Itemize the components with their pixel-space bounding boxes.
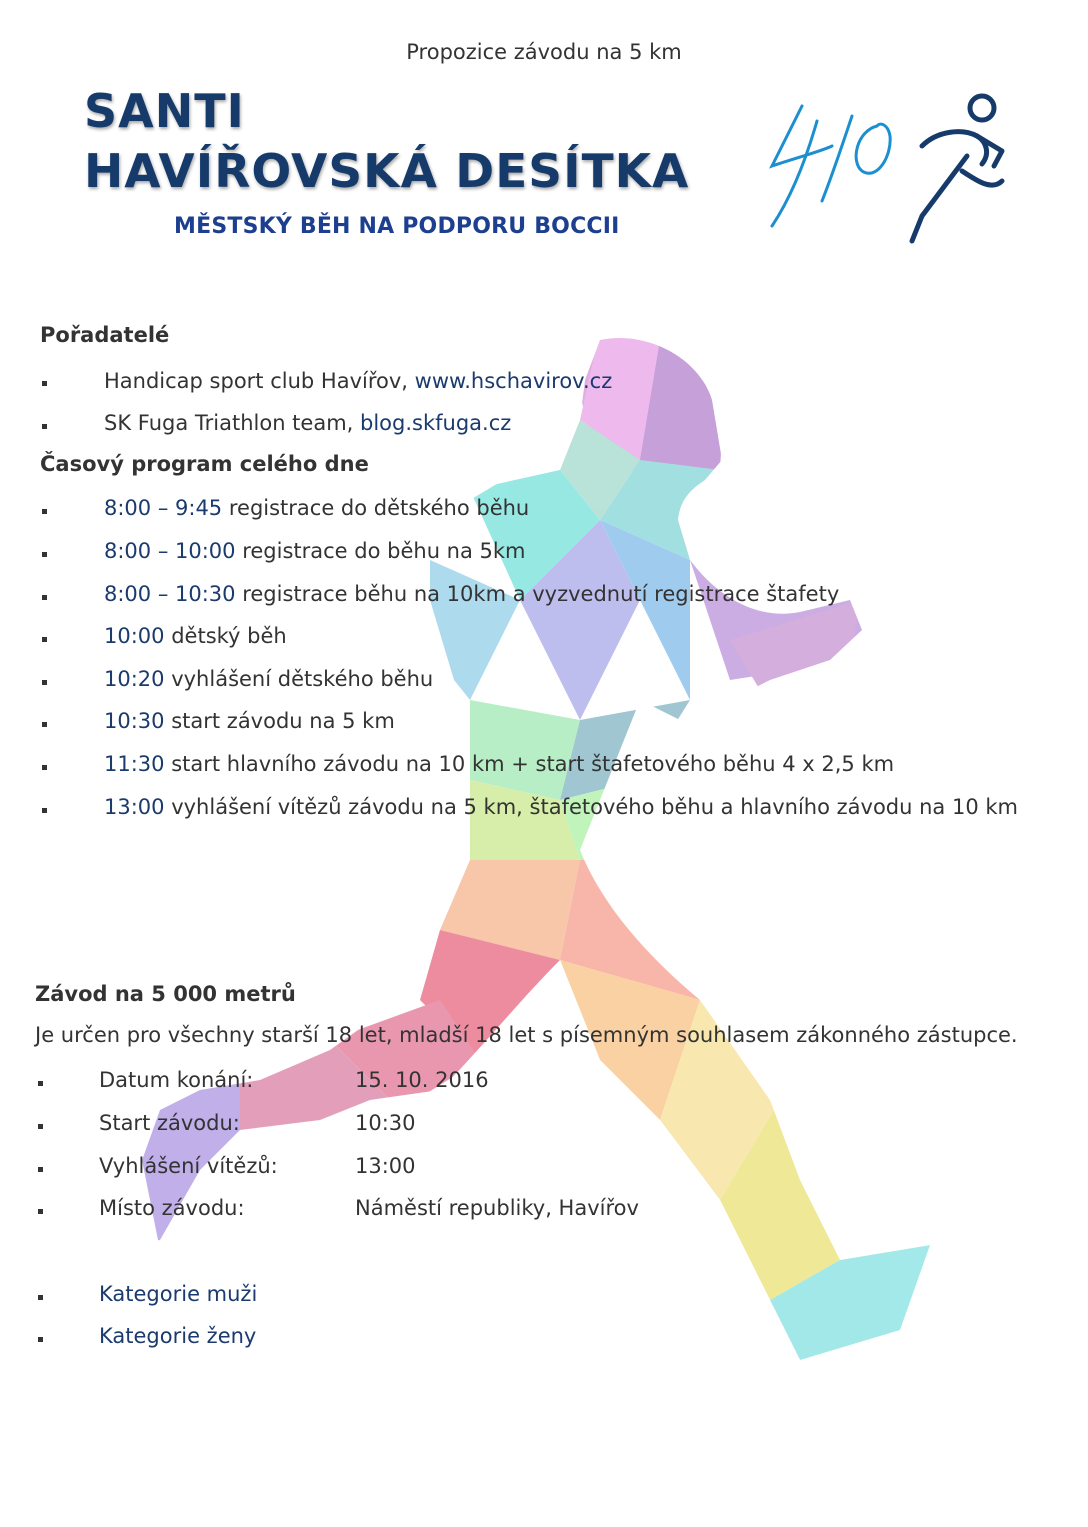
program-time: 8:00 – 10:30	[104, 582, 236, 606]
bullet-icon	[42, 722, 47, 727]
logo-line-santi: SANTI	[84, 84, 245, 138]
bullet-icon	[42, 381, 47, 386]
race-detail	[99, 1108, 799, 1138]
race-detail-value: 10:30	[355, 1111, 416, 1135]
program-item: 8:00 – 10:00 registrace do běhu na 5km	[104, 539, 526, 563]
organizer-link[interactable]: blog.skfuga.cz	[360, 411, 512, 435]
bullet-icon	[38, 1124, 43, 1129]
program-time: 10:00	[104, 624, 165, 648]
program-time: 8:00 – 9:45	[104, 496, 223, 520]
program-item: 11:30 start hlavního závodu na 10 km + start štafetového běhu 4 x 2,5 km	[104, 752, 895, 776]
race-detail-label: Start závodu:	[99, 1111, 240, 1135]
race-heading: Závod na 5 000 metrů	[35, 982, 296, 1006]
program-item: 10:20 vyhlášení dětského běhu	[104, 667, 434, 691]
organizer-item: SK Fuga Triathlon team, blog.skfuga.cz	[104, 411, 512, 435]
bullet-icon	[42, 680, 47, 685]
bullet-icon	[42, 509, 47, 514]
race-detail-label: Datum konání:	[99, 1068, 254, 1092]
bullet-icon	[42, 637, 47, 642]
organizer-item: Handicap sport club Havířov, www.hschavirov.cz	[104, 369, 613, 393]
event-logo	[84, 84, 690, 239]
bullet-icon	[38, 1295, 43, 1300]
program-item: 8:00 – 10:30 registrace běhu na 10km a vyzvednutí registrace štafety	[104, 582, 840, 606]
program-time: 8:00 – 10:00	[104, 539, 236, 563]
program-time: 10:30	[104, 709, 165, 733]
program-time: 13:00	[104, 795, 165, 819]
bullet-icon	[42, 595, 47, 600]
bullet-icon	[42, 765, 47, 770]
bullet-icon	[38, 1167, 43, 1172]
race-detail	[99, 1151, 799, 1181]
race-detail-value: Náměstí republiky, Havířov	[355, 1196, 639, 1220]
logo-subtitle: MĚSTSKÝ BĚH NA PODPORU BOCCII	[174, 214, 620, 239]
bullet-icon	[42, 424, 47, 429]
race-detail-value: 15. 10. 2016	[355, 1068, 489, 1092]
page-title: Propozice závodu na 5 km	[406, 40, 682, 64]
logo-line-havirovska-desitka: HAVÍŘOVSKÁ DESÍTKA	[84, 144, 690, 198]
category-women-link[interactable]: Kategorie ženy	[99, 1324, 257, 1348]
program-item: 13:00 vyhlášení vítězů závodu na 5 km, štafetového běhu a hlavního závodu na 10 km	[104, 795, 1018, 819]
runner-logo-icon	[762, 86, 1012, 246]
bullet-icon	[42, 808, 47, 813]
race-detail	[99, 1193, 799, 1223]
race-detail-label: Vyhlášení vítězů:	[99, 1154, 278, 1178]
program-time: 11:30	[104, 752, 165, 776]
bullet-icon	[38, 1337, 43, 1342]
race-detail-label: Místo závodu:	[99, 1196, 245, 1220]
bullet-icon	[42, 552, 47, 557]
race-detail	[99, 1065, 799, 1095]
organizer-link[interactable]: www.hschavirov.cz	[414, 369, 613, 393]
program-item: 8:00 – 9:45 registrace do dětského běhu	[104, 496, 530, 520]
race-detail-value: 13:00	[355, 1154, 416, 1178]
bullet-icon	[38, 1081, 43, 1086]
program-heading: Časový program celého dne	[40, 452, 369, 476]
organizers-heading: Pořadatelé	[40, 323, 170, 347]
program-time: 10:20	[104, 667, 165, 691]
program-item: 10:00 dětský běh	[104, 624, 287, 648]
race-intro: Je určen pro všechny starší 18 let, mladší 18 let s písemným souhlasem zákonného zástupce.	[35, 1023, 1018, 1047]
category-men-link[interactable]: Kategorie muži	[99, 1282, 258, 1306]
program-item: 10:30 start závodu na 5 km	[104, 709, 395, 733]
bullet-icon	[38, 1209, 43, 1214]
